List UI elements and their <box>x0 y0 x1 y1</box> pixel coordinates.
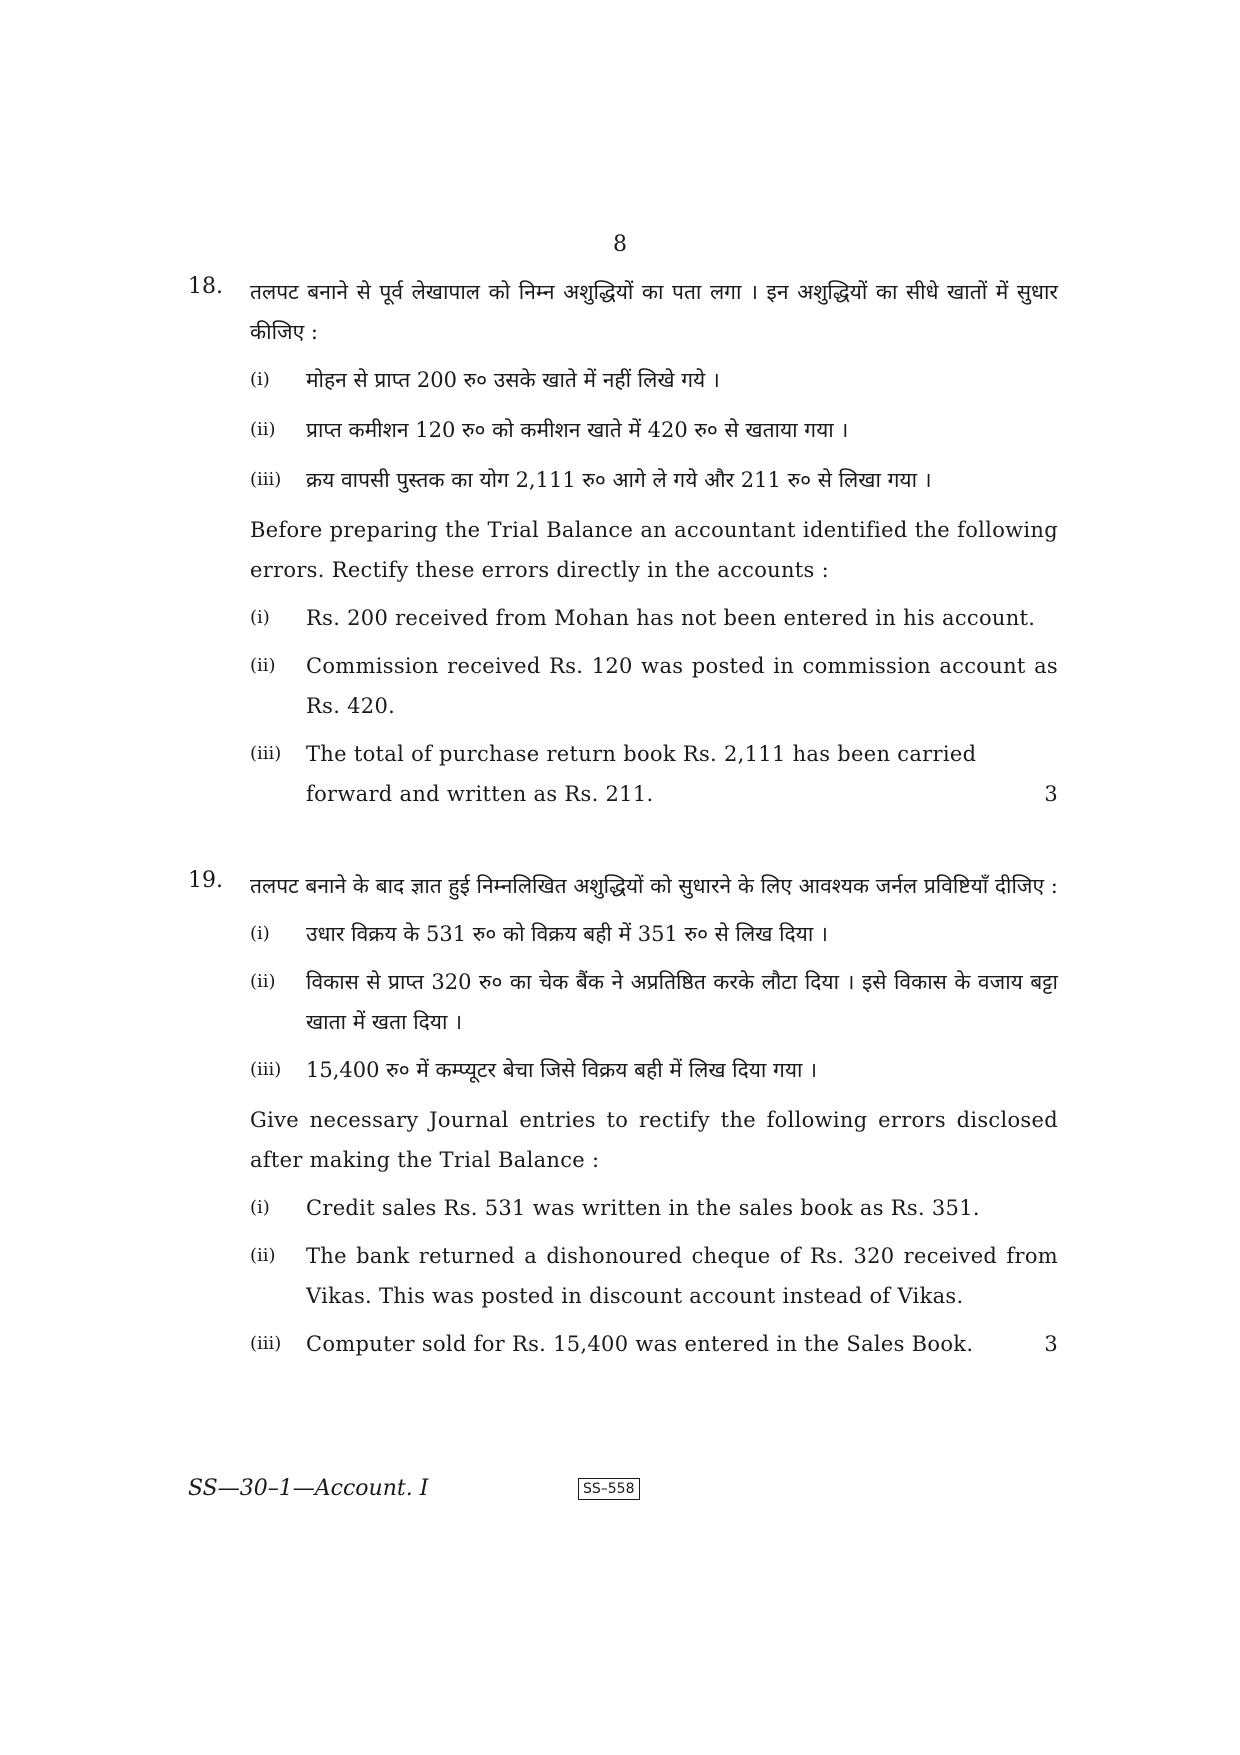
item-text: क्रय वापसी पुस्तक का योग 2,111 रु० आगे ले गये और 211 रु० से लिखा गया । <box>306 468 932 492</box>
item-label: (ii) <box>250 1245 276 1266</box>
item-label: (iii) <box>250 1059 282 1080</box>
english-item <box>250 734 1058 814</box>
english-instructions: Give necessary Journal entries to rectify the following errors disclosed after making the Trial Balance : <box>250 1108 1058 1172</box>
item-text: The bank returned a dishonoured cheque of Rs. 320 received from Vikas. This was posted in discount account instead of Vikas. <box>306 1244 1058 1308</box>
item-label: (i) <box>250 607 270 628</box>
item-label: (iii) <box>250 743 282 764</box>
question-number: 19. <box>188 868 223 893</box>
item-text: Credit sales Rs. 531 was written in the sales book as Rs. 351. <box>306 1196 980 1220</box>
item-label: (i) <box>250 923 270 944</box>
item-label: (i) <box>250 1197 270 1218</box>
hindi-item <box>250 962 1058 1042</box>
item-text: प्राप्त कमीशन 120 रु० को कमीशन खाते में 420 रु० से खताया गया । <box>306 418 849 442</box>
item-text: Rs. 200 received from Mohan has not been entered in his account. <box>306 606 1036 630</box>
item-label: (ii) <box>250 971 276 992</box>
item-label: (ii) <box>250 655 276 676</box>
paper-set-box: SS–558 <box>578 1478 640 1500</box>
hindi-item <box>250 410 1058 450</box>
item-text: Computer sold for Rs. 15,400 was entered in the Sales Book. <box>306 1332 974 1356</box>
paper-code: SS—30–1—Account. I <box>188 1476 429 1501</box>
marks: 3 <box>1044 1332 1058 1356</box>
item-label: (iii) <box>250 469 282 490</box>
hindi-item <box>250 1050 1058 1090</box>
item-label: (iii) <box>250 1333 282 1354</box>
hindi-item <box>250 460 1058 500</box>
item-text: Commission received Rs. 120 was posted in commission account as Rs. 420. <box>306 654 1058 718</box>
english-item <box>250 1324 1058 1364</box>
hindi-item <box>250 914 1058 954</box>
hindi-instructions: तलपट बनाने के बाद ज्ञात हुई निम्नलिखित अशुद्धियों को सुधारने के लिए आवश्यक जर्नल प्रविष्टियाँ दीजिए : <box>250 874 1058 898</box>
english-instructions: Before preparing the Trial Balance an accountant identified the following errors. Rectify these errors directly in the accounts : <box>250 518 1058 582</box>
english-item <box>250 646 1058 726</box>
item-label: (ii) <box>250 419 276 440</box>
english-item <box>250 598 1058 638</box>
question-19 <box>188 866 1058 1364</box>
hindi-item <box>250 360 1058 400</box>
hindi-instructions: तलपट बनाने से पूर्व लेखापाल को निम्न अशुद्धियों का पता लगा । इन अशुद्धियों का सीधे खातों में सुधार कीजिए : <box>250 280 1058 344</box>
item-text: उधार विक्रय के 531 रु० को विक्रय बही में 351 रु० से लिख दिया । <box>306 922 828 946</box>
english-item <box>250 1188 1058 1228</box>
marks: 3 <box>1044 782 1058 806</box>
question-number: 18. <box>188 274 223 299</box>
item-text: The total of purchase return book Rs. 2,111 has been carried <box>306 742 977 766</box>
item-text: forward and written as Rs. 211. <box>306 782 654 806</box>
english-item <box>250 1236 1058 1316</box>
page-number: 8 <box>613 232 627 257</box>
item-text: मोहन से प्राप्त 200 रु० उसके खाते में नहीं लिखे गये । <box>306 368 720 392</box>
item-text: विकास से प्राप्त 320 रु० का चेक बैंक ने अप्रतिष्ठित करके लौटा दिया । इसे विकास के वजाय बट्टा खाता में खता दिया । <box>306 970 1058 1034</box>
question-18 <box>188 272 1058 814</box>
item-text: 15,400 रु० में कम्प्यूटर बेचा जिसे विक्रय बही में लिख दिया गया । <box>306 1058 818 1082</box>
item-label: (i) <box>250 369 270 390</box>
